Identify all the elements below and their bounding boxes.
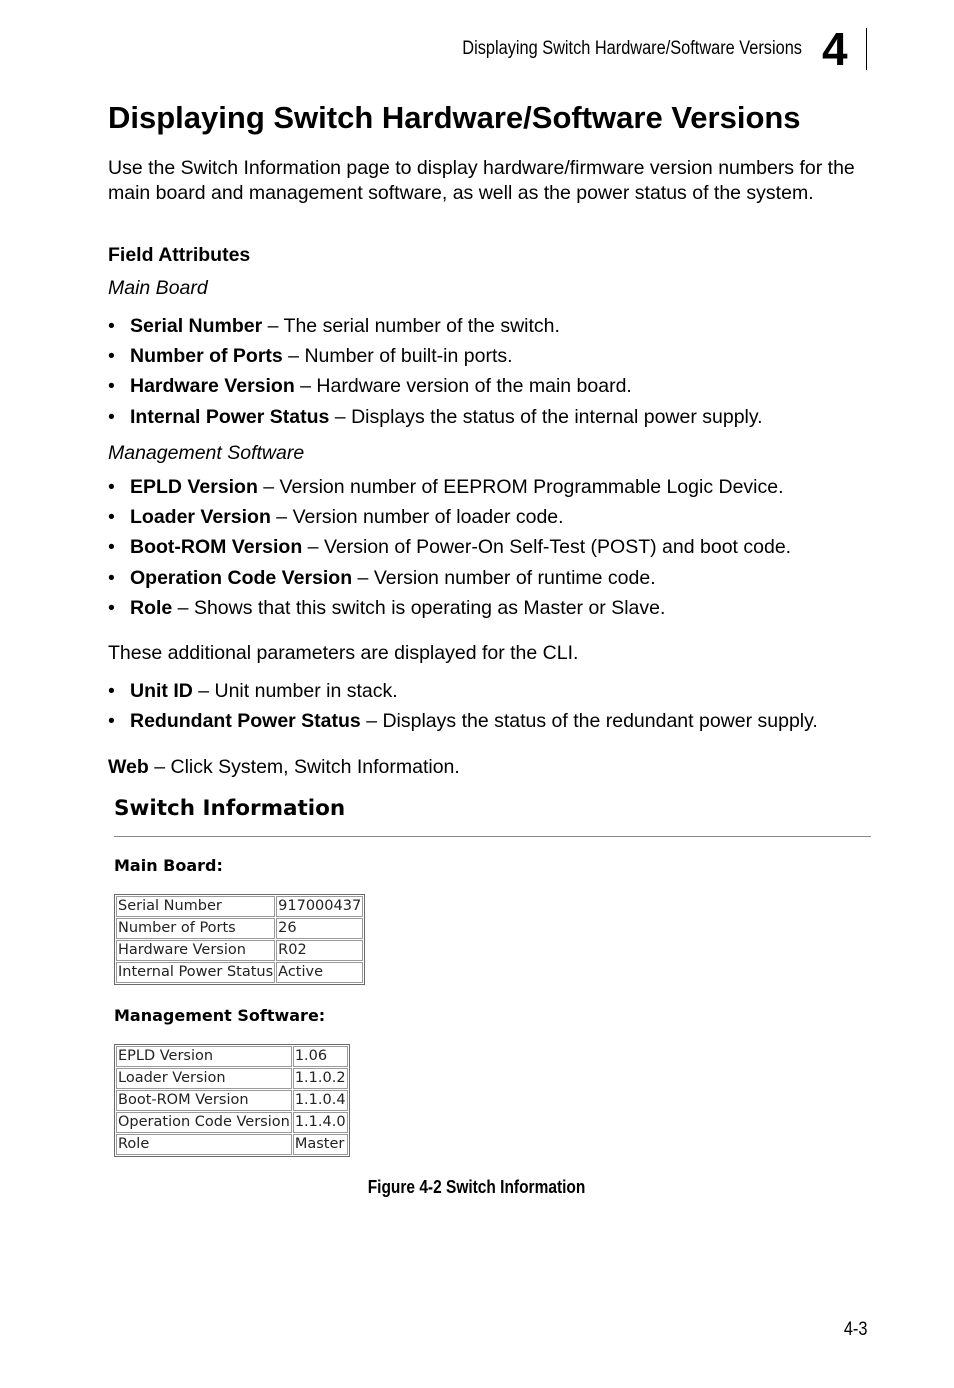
- row-value: 1.06: [293, 1046, 348, 1067]
- running-header: Displaying Switch Hardware/Software Versions: [462, 38, 802, 59]
- list-item: • Role – Shows that this switch is operating as Master or Slave.: [108, 596, 666, 619]
- management-list: [108, 475, 888, 626]
- row-value: 26: [276, 918, 363, 939]
- list-item: • Redundant Power Status – Displays the status of the redundant power supply.: [108, 710, 818, 733]
- list-item: • EPLD Version – Version number of EEPROM Programmable Logic Device.: [108, 476, 784, 498]
- list-item: • Hardware Version – Hardware version of the main board.: [108, 375, 632, 398]
- row-value: 1.1.4.0: [293, 1112, 348, 1133]
- table-row: [116, 1090, 348, 1111]
- row-value: Active: [276, 962, 363, 983]
- row-label: Boot-ROM Version: [116, 1090, 292, 1111]
- row-value: 1.1.0.2: [293, 1068, 348, 1089]
- field-attributes-heading: Field Attributes: [108, 244, 251, 266]
- list-item: • Number of Ports – Number of built-in ports.: [108, 345, 513, 368]
- term: Boot-ROM Version: [130, 536, 303, 559]
- caption-text: Figure 4-2 Switch Information: [368, 1177, 586, 1197]
- term: Number of Ports: [130, 345, 283, 368]
- term: Operation Code Version: [130, 566, 353, 589]
- description: – Number of built-in ports.: [282, 345, 513, 368]
- term: Role: [130, 596, 173, 619]
- row-label: Role: [116, 1134, 292, 1155]
- row-value: R02: [276, 940, 363, 961]
- page-title: Displaying Switch Hardware/Software Versions: [108, 100, 801, 135]
- term: Loader Version: [130, 506, 271, 529]
- management-software-label: Management Software:: [114, 1006, 326, 1025]
- main-board-label: Main Board:: [114, 856, 223, 875]
- table-row: [116, 1046, 348, 1067]
- description: – Shows that this switch is operating as Master or Slave.: [172, 596, 666, 619]
- list-item: • Boot-ROM Version – Version of Power-On Self-Test (POST) and boot code.: [108, 536, 792, 559]
- table-row: [116, 896, 363, 917]
- row-label: EPLD Version: [116, 1046, 292, 1067]
- row-value: 917000437: [276, 896, 363, 917]
- table-row: [116, 962, 363, 983]
- row-value: 1.1.0.4: [293, 1090, 348, 1111]
- management-heading: Management Software: [108, 442, 305, 464]
- term: EPLD Version: [130, 476, 258, 498]
- term: Unit ID: [130, 680, 193, 702]
- title-divider: [114, 836, 871, 837]
- web-description: – Click System, Switch Information.: [148, 756, 460, 778]
- table-row: [116, 940, 363, 961]
- description: – Displays the status of the internal power supply.: [329, 405, 763, 428]
- chapter-number: 4: [822, 28, 867, 70]
- row-label: Hardware Version: [116, 940, 275, 961]
- page-number: 4-3: [843, 1319, 867, 1340]
- row-value: Master: [293, 1134, 348, 1155]
- term: Redundant Power Status: [130, 710, 361, 733]
- main-board-heading: Main Board: [108, 277, 208, 299]
- description: – Unit number in stack.: [192, 680, 398, 702]
- term: Serial Number: [130, 315, 263, 337]
- screenshot-title: Switch Information: [114, 796, 346, 821]
- main-board-list: [108, 314, 888, 435]
- row-label: Serial Number: [116, 896, 275, 917]
- cli-note: These additional parameters are displayed for the CLI.: [108, 642, 579, 664]
- description: – Version number of EEPROM Programmable Logic Device.: [257, 476, 784, 498]
- description: – Version number of runtime code.: [352, 566, 656, 589]
- row-label: Loader Version: [116, 1068, 292, 1089]
- web-term: Web: [108, 756, 149, 778]
- description: – Displays the status of the redundant power supply.: [360, 710, 818, 733]
- row-label: Number of Ports: [116, 918, 275, 939]
- description: – Hardware version of the main board.: [294, 375, 632, 398]
- intro-paragraph: Use the Switch Information page to display hardware/firmware version numbers for the main board and management software, as well as the power status of the system.: [108, 157, 855, 204]
- table-row: [116, 1068, 348, 1089]
- management-software-table: [114, 1044, 350, 1157]
- description: – The serial number of the switch.: [262, 315, 560, 337]
- figure-caption: [0, 1177, 954, 1198]
- term: Hardware Version: [130, 375, 295, 398]
- list-item: • Internal Power Status – Displays the status of the internal power supply.: [108, 405, 763, 428]
- row-label: Operation Code Version: [116, 1112, 292, 1133]
- list-item: • Operation Code Version – Version number of runtime code.: [108, 566, 656, 589]
- main-board-table: [114, 894, 365, 985]
- list-item: • Unit ID – Unit number in stack.: [108, 680, 398, 702]
- list-item: • Serial Number – The serial number of the switch.: [108, 315, 560, 337]
- table-row: [116, 1134, 348, 1155]
- table-row: [116, 918, 363, 939]
- term: Internal Power Status: [130, 405, 330, 428]
- list-item: • Loader Version – Version number of loader code.: [108, 506, 564, 529]
- web-instruction: [108, 755, 460, 780]
- description: – Version of Power-On Self-Test (POST) and boot code.: [302, 536, 792, 559]
- description: – Version number of loader code.: [270, 506, 564, 529]
- table-row: [116, 1112, 348, 1133]
- cli-list: [108, 679, 888, 739]
- row-label: Internal Power Status: [116, 962, 275, 983]
